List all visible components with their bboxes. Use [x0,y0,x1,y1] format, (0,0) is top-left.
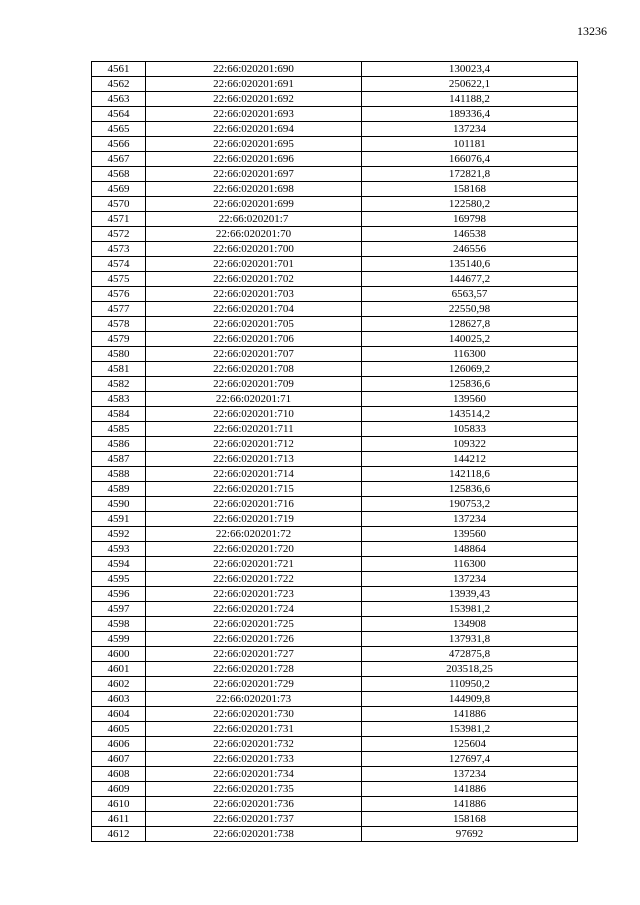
cadastral-value-cell: 189336,4 [362,107,578,122]
cadastral-value-cell: 139560 [362,527,578,542]
row-number-cell: 4597 [92,602,146,617]
table-row [92,647,578,662]
cadastral-number-cell: 22:66:020201:733 [146,752,362,767]
table-row [92,347,578,362]
cadastral-number-cell: 22:66:020201:7 [146,212,362,227]
cadastral-number-cell: 22:66:020201:729 [146,677,362,692]
cadastral-value-cell: 122580,2 [362,197,578,212]
table-row [92,752,578,767]
row-number-cell: 4608 [92,767,146,782]
row-number-cell: 4604 [92,707,146,722]
table-row [92,587,578,602]
cadastral-value-cell: 127697,4 [362,752,578,767]
cadastral-number-cell: 22:66:020201:71 [146,392,362,407]
cadastral-value-cell: 105833 [362,422,578,437]
cadastral-number-cell: 22:66:020201:691 [146,77,362,92]
row-number-cell: 4576 [92,287,146,302]
cadastral-number-cell: 22:66:020201:70 [146,227,362,242]
cadastral-value-cell: 144677,2 [362,272,578,287]
table-row [92,452,578,467]
table-row [92,317,578,332]
cadastral-number-cell: 22:66:020201:705 [146,317,362,332]
table-row [92,122,578,137]
table-row [92,92,578,107]
cadastral-number-cell: 22:66:020201:737 [146,812,362,827]
row-number-cell: 4607 [92,752,146,767]
cadastral-value-cell: 203518,25 [362,662,578,677]
row-number-cell: 4600 [92,647,146,662]
row-number-cell: 4574 [92,257,146,272]
table-row [92,77,578,92]
cadastral-number-cell: 22:66:020201:734 [146,767,362,782]
cadastral-number-cell: 22:66:020201:727 [146,647,362,662]
row-number-cell: 4584 [92,407,146,422]
table-row [92,407,578,422]
cadastral-value-cell: 137234 [362,572,578,587]
cadastral-value-cell: 143514,2 [362,407,578,422]
cadastral-value-cell: 246556 [362,242,578,257]
cadastral-number-cell: 22:66:020201:716 [146,497,362,512]
cadastral-value-cell: 141886 [362,707,578,722]
table-row [92,707,578,722]
row-number-cell: 4609 [92,782,146,797]
cadastral-number-cell: 22:66:020201:703 [146,287,362,302]
table-row [92,152,578,167]
table-row [92,377,578,392]
cadastral-value-cell: 139560 [362,392,578,407]
row-number-cell: 4570 [92,197,146,212]
table-row [92,362,578,377]
cadastral-value-cell: 125836,6 [362,377,578,392]
row-number-cell: 4594 [92,557,146,572]
cadastral-number-cell: 22:66:020201:730 [146,707,362,722]
table-row [92,482,578,497]
cadastral-number-cell: 22:66:020201:704 [146,302,362,317]
cadastral-value-cell: 472875,8 [362,647,578,662]
cadastral-number-cell: 22:66:020201:690 [146,62,362,77]
cadastral-value-cell: 141188,2 [362,92,578,107]
cadastral-number-cell: 22:66:020201:724 [146,602,362,617]
table-row [92,542,578,557]
row-number-cell: 4602 [92,677,146,692]
cadastral-number-cell: 22:66:020201:706 [146,332,362,347]
cadastral-value-cell: 141886 [362,797,578,812]
cadastral-number-cell: 22:66:020201:694 [146,122,362,137]
cadastral-number-cell: 22:66:020201:736 [146,797,362,812]
row-number-cell: 4577 [92,302,146,317]
cadastral-value-cell: 137931,8 [362,632,578,647]
row-number-cell: 4583 [92,392,146,407]
cadastral-number-cell: 22:66:020201:712 [146,437,362,452]
table-body [92,62,578,842]
row-number-cell: 4563 [92,92,146,107]
cadastral-value-cell: 190753,2 [362,497,578,512]
row-number-cell: 4588 [92,467,146,482]
row-number-cell: 4601 [92,662,146,677]
row-number-cell: 4590 [92,497,146,512]
page-number: 13236 [577,24,607,38]
row-number-cell: 4596 [92,587,146,602]
cadastral-number-cell: 22:66:020201:722 [146,572,362,587]
row-number-cell: 4578 [92,317,146,332]
cadastral-value-cell: 141886 [362,782,578,797]
cadastral-number-cell: 22:66:020201:728 [146,662,362,677]
table-row [92,137,578,152]
table-row [92,332,578,347]
table-row [92,62,578,77]
table-row [92,677,578,692]
row-number-cell: 4587 [92,452,146,467]
row-number-cell: 4567 [92,152,146,167]
cadastral-number-cell: 22:66:020201:696 [146,152,362,167]
table-row [92,437,578,452]
cadastral-number-cell: 22:66:020201:695 [146,137,362,152]
cadastral-value-cell: 134908 [362,617,578,632]
cadastral-value-cell: 13939,43 [362,587,578,602]
table-row [92,557,578,572]
table-row [92,527,578,542]
cadastral-number-cell: 22:66:020201:726 [146,632,362,647]
cadastral-number-cell: 22:66:020201:715 [146,482,362,497]
cadastral-value-cell: 125836,6 [362,482,578,497]
cadastral-value-cell: 250622,1 [362,77,578,92]
cadastral-value-cell: 130023,4 [362,62,578,77]
cadastral-value-cell: 125604 [362,737,578,752]
cadastral-value-cell: 142118,6 [362,467,578,482]
table-row [92,242,578,257]
cadastral-value-cell: 6563,57 [362,287,578,302]
table-row [92,272,578,287]
cadastral-value-cell: 144212 [362,452,578,467]
row-number-cell: 4610 [92,797,146,812]
table-row [92,692,578,707]
table-row [92,617,578,632]
cadastral-number-cell: 22:66:020201:707 [146,347,362,362]
row-number-cell: 4566 [92,137,146,152]
row-number-cell: 4598 [92,617,146,632]
row-number-cell: 4572 [92,227,146,242]
row-number-cell: 4562 [92,77,146,92]
cadastral-number-cell: 22:66:020201:711 [146,422,362,437]
table-row [92,167,578,182]
table-row [92,812,578,827]
row-number-cell: 4582 [92,377,146,392]
row-number-cell: 4595 [92,572,146,587]
cadastral-number-cell: 22:66:020201:693 [146,107,362,122]
cadastral-value-cell: 140025,2 [362,332,578,347]
cadastral-number-cell: 22:66:020201:713 [146,452,362,467]
row-number-cell: 4569 [92,182,146,197]
table-row [92,602,578,617]
row-number-cell: 4606 [92,737,146,752]
cadastral-value-cell: 116300 [362,557,578,572]
cadastral-number-cell: 22:66:020201:709 [146,377,362,392]
cadastral-value-cell: 158168 [362,812,578,827]
cadastral-value-cell: 172821,8 [362,167,578,182]
table-row [92,827,578,842]
cadastral-number-cell: 22:66:020201:692 [146,92,362,107]
cadastral-value-cell: 110950,2 [362,677,578,692]
row-number-cell: 4565 [92,122,146,137]
row-number-cell: 4593 [92,542,146,557]
cadastral-value-cell: 148864 [362,542,578,557]
cadastral-number-cell: 22:66:020201:73 [146,692,362,707]
table-row [92,257,578,272]
cadastral-number-cell: 22:66:020201:698 [146,182,362,197]
cadastral-value-cell: 153981,2 [362,722,578,737]
cadastral-value-cell: 158168 [362,182,578,197]
cadastral-value-cell: 166076,4 [362,152,578,167]
cadastral-number-cell: 22:66:020201:725 [146,617,362,632]
cadastral-number-cell: 22:66:020201:708 [146,362,362,377]
cadastral-number-cell: 22:66:020201:735 [146,782,362,797]
table-row [92,662,578,677]
row-number-cell: 4611 [92,812,146,827]
cadastral-number-cell: 22:66:020201:710 [146,407,362,422]
row-number-cell: 4581 [92,362,146,377]
cadastral-value-cell: 169798 [362,212,578,227]
table-row [92,227,578,242]
cadastral-number-cell: 22:66:020201:699 [146,197,362,212]
row-number-cell: 4575 [92,272,146,287]
cadastral-number-cell: 22:66:020201:720 [146,542,362,557]
cadastral-value-cell: 146538 [362,227,578,242]
table-row [92,737,578,752]
cadastral-value-cell: 109322 [362,437,578,452]
table-row [92,107,578,122]
table-row [92,782,578,797]
cadastral-value-cell: 144909,8 [362,692,578,707]
table-row [92,572,578,587]
row-number-cell: 4561 [92,62,146,77]
row-number-cell: 4586 [92,437,146,452]
cadastral-value-table [91,61,578,842]
cadastral-number-cell: 22:66:020201:72 [146,527,362,542]
row-number-cell: 4603 [92,692,146,707]
row-number-cell: 4573 [92,242,146,257]
cadastral-value-cell: 97692 [362,827,578,842]
cadastral-value-cell: 126069,2 [362,362,578,377]
row-number-cell: 4592 [92,527,146,542]
table-row [92,392,578,407]
cadastral-number-cell: 22:66:020201:723 [146,587,362,602]
table-row [92,722,578,737]
row-number-cell: 4605 [92,722,146,737]
cadastral-number-cell: 22:66:020201:701 [146,257,362,272]
row-number-cell: 4571 [92,212,146,227]
table-row [92,212,578,227]
row-number-cell: 4612 [92,827,146,842]
cadastral-value-cell: 137234 [362,512,578,527]
row-number-cell: 4591 [92,512,146,527]
cadastral-value-cell: 22550,98 [362,302,578,317]
table-row [92,182,578,197]
cadastral-number-cell: 22:66:020201:738 [146,827,362,842]
table-row [92,797,578,812]
row-number-cell: 4580 [92,347,146,362]
cadastral-number-cell: 22:66:020201:697 [146,167,362,182]
cadastral-number-cell: 22:66:020201:714 [146,467,362,482]
cadastral-value-cell: 116300 [362,347,578,362]
row-number-cell: 4599 [92,632,146,647]
table-row [92,287,578,302]
table-row [92,467,578,482]
row-number-cell: 4568 [92,167,146,182]
cadastral-value-cell: 153981,2 [362,602,578,617]
cadastral-number-cell: 22:66:020201:731 [146,722,362,737]
cadastral-value-cell: 101181 [362,137,578,152]
cadastral-value-cell: 137234 [362,122,578,137]
cadastral-number-cell: 22:66:020201:702 [146,272,362,287]
cadastral-number-cell: 22:66:020201:732 [146,737,362,752]
row-number-cell: 4579 [92,332,146,347]
cadastral-number-cell: 22:66:020201:700 [146,242,362,257]
table-row [92,767,578,782]
table-row [92,197,578,212]
cadastral-value-cell: 137234 [362,767,578,782]
row-number-cell: 4564 [92,107,146,122]
table-row [92,512,578,527]
cadastral-value-cell: 128627,8 [362,317,578,332]
row-number-cell: 4585 [92,422,146,437]
row-number-cell: 4589 [92,482,146,497]
table-row [92,632,578,647]
table-row [92,302,578,317]
cadastral-number-cell: 22:66:020201:721 [146,557,362,572]
cadastral-value-cell: 135140,6 [362,257,578,272]
cadastral-number-cell: 22:66:020201:719 [146,512,362,527]
table-row [92,422,578,437]
table-row [92,497,578,512]
